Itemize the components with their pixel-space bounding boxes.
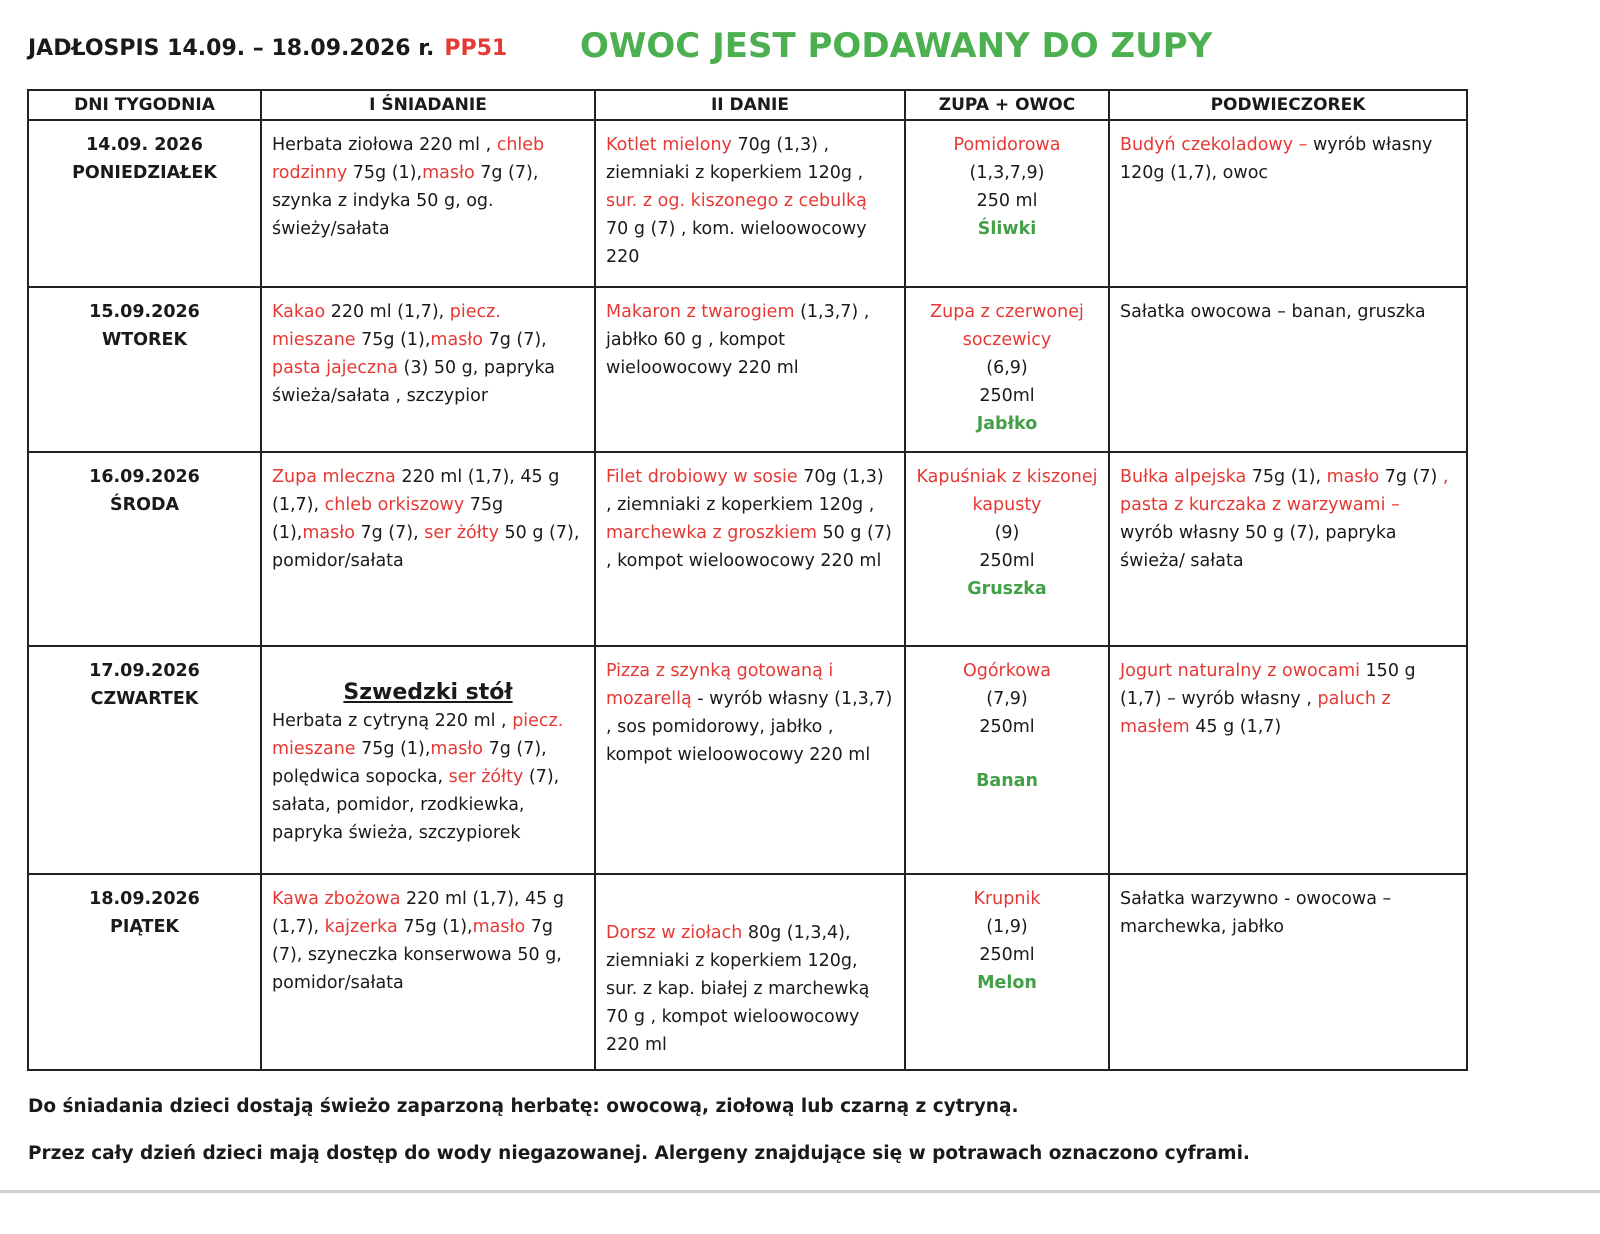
- day-weekday: PONIEDZIAŁEK: [72, 163, 217, 183]
- day-row: [28, 646, 1467, 874]
- breakfast-cell: [261, 646, 595, 874]
- col-header-soup-fruit: ZUPA + OWOC: [905, 90, 1109, 120]
- buffet-title: Szwedzki stół: [343, 680, 513, 705]
- highlighted-item-text: marchewka z groszkiem: [606, 523, 817, 543]
- highlighted-item-text: Budyń czekoladowy –: [1120, 135, 1313, 155]
- soup-amount: 250ml: [979, 717, 1035, 737]
- snack-cell: [1109, 646, 1467, 874]
- highlighted-item-text: Kakao: [272, 302, 326, 322]
- day-cell: [28, 646, 261, 874]
- highlighted-item-text: piecz. mieszane: [272, 302, 501, 350]
- second-course-cell: [595, 452, 905, 646]
- col-header-second-course: II DANIE: [595, 90, 905, 120]
- day-cell: [28, 120, 261, 287]
- soup-allergens: (1,3,7,9): [969, 163, 1045, 183]
- item-text: 220 ml (1,7),: [325, 302, 450, 322]
- item-text: 50 g (7), pomidor/sałata: [272, 523, 580, 571]
- highlighted-item-text: chleb orkiszowy: [324, 495, 465, 515]
- highlighted-item-text: Kawa zbożowa: [272, 889, 401, 909]
- second-course-cell: [595, 287, 905, 452]
- item-text: 7g (7): [1379, 467, 1443, 487]
- soup-allergens: (9): [994, 523, 1020, 543]
- soup-amount: 250 ml: [976, 191, 1038, 211]
- item-text: 75g (1),: [1246, 467, 1327, 487]
- highlighted-item-text: masło: [472, 917, 526, 937]
- second-course-cell: [595, 120, 905, 287]
- item-text: 75g (1),: [272, 495, 504, 543]
- item-text: (3) 50 g, papryka świeża/sałata , szczypior: [272, 358, 555, 406]
- day-weekday: CZWARTEK: [90, 689, 199, 709]
- footer-note-tea: Do śniadania dzieci dostają świeżo zaparzoną herbatę: owocową, ziołową lub czarną z cytryną.: [28, 1096, 1019, 1117]
- item-text: 50 g (7) , kompot wieloowocowy 220 ml: [606, 523, 892, 571]
- item-text: Herbata z cytryną 220 ml ,: [272, 711, 513, 731]
- item-text: 45 g (1,7): [1189, 717, 1282, 737]
- soup-fruit: Gruszka: [967, 579, 1047, 599]
- col-header-days: DNI TYGODNIA: [28, 90, 261, 120]
- item-text: Sałatka owocowa – banan, gruszka: [1120, 302, 1426, 322]
- menu-code: PP51: [444, 36, 508, 61]
- item-text: (7), sałata, pomidor, rzodkiewka, papryka świeża, szczypiorek: [272, 767, 560, 843]
- item-text: wyrób własny 50 g (7), papryka świeża/ sałata: [1120, 523, 1397, 571]
- day-row: [28, 120, 1467, 287]
- day-date: 18.09.2026: [89, 889, 200, 909]
- breakfast-cell: [261, 452, 595, 646]
- soup-fruit: Śliwki: [977, 219, 1037, 239]
- item-text: 75g (1),: [347, 163, 423, 183]
- soup-allergens: (7,9): [986, 689, 1028, 709]
- highlighted-item-text: masło: [422, 163, 475, 183]
- item-text: 75g (1),: [397, 917, 473, 937]
- soup-name: Ogórkowa: [962, 661, 1052, 681]
- day-date: 14.09. 2026: [86, 135, 203, 155]
- snack-cell: [1109, 287, 1467, 452]
- item-text: 7g (7), szynka z indyka 50 g, og. świeży/sałata: [272, 163, 539, 239]
- day-date: 17.09.2026: [89, 661, 200, 681]
- table-header-row: [28, 90, 1467, 120]
- highlighted-item-text: Dorsz w ziołach: [606, 923, 743, 943]
- soup-cell: [905, 287, 1109, 452]
- soup-cell: [905, 646, 1109, 874]
- day-cell: [28, 287, 261, 452]
- item-text: 220 ml (1,7), 45 g (1,7),: [272, 889, 564, 937]
- col-header-breakfast: I ŚNIADANIE: [261, 90, 595, 120]
- soup-amount: 250ml: [979, 386, 1035, 406]
- highlighted-item-text: chleb rodzinny: [272, 135, 545, 183]
- day-row: [28, 874, 1467, 1070]
- footer-note-water: Przez cały dzień dzieci mają dostęp do wody niegazowanej. Alergeny znajdujące się w potrawach oznaczono cyframi.: [28, 1143, 1250, 1164]
- highlighted-item-text: masło: [302, 523, 355, 543]
- soup-name: Pomidorowa: [953, 135, 1061, 155]
- item-text: 7g (7),: [354, 523, 425, 543]
- item-text: 7g (7), polędwica sopocka,: [272, 739, 547, 787]
- page-bottom-rule: [0, 1190, 1600, 1193]
- highlighted-item-text: ser żółty: [448, 767, 524, 787]
- highlighted-item-text: Zupa mleczna: [272, 467, 396, 487]
- soup-allergens: (6,9): [986, 358, 1028, 378]
- snack-cell: [1109, 120, 1467, 287]
- day-weekday: ŚRODA: [109, 495, 180, 515]
- highlighted-item-text: ser żółty: [424, 523, 499, 543]
- soup-cell: [905, 452, 1109, 646]
- soup-allergens: (1,9): [986, 917, 1028, 937]
- highlighted-item-text: paluch z masłem: [1120, 689, 1391, 737]
- item-text: Herbata ziołowa 220 ml ,: [272, 135, 497, 155]
- day-weekday: WTOREK: [101, 330, 188, 350]
- highlighted-item-text: kajzerka: [324, 917, 398, 937]
- highlighted-item-text: pasta jajeczna: [272, 358, 398, 378]
- snack-cell: [1109, 874, 1467, 1070]
- soup-cell: [905, 874, 1109, 1070]
- highlighted-item-text: Bułka alpejska: [1120, 467, 1247, 487]
- item-text: 75g (1),: [355, 739, 431, 759]
- highlighted-item-text: Pizza z szynką gotowaną i mozarellą: [606, 661, 834, 709]
- soup-cell: [905, 120, 1109, 287]
- highlighted-item-text: Kotlet mielony: [606, 135, 732, 155]
- highlighted-item-text: sur. z og. kiszonego z cebulką: [606, 191, 867, 211]
- item-text: 70g (1,3) , ziemniaki z koperkiem 120g ,: [606, 467, 884, 515]
- highlighted-item-text: , pasta z kurczaka z warzywami –: [1120, 467, 1449, 515]
- day-date: 15.09.2026: [89, 302, 200, 322]
- highlighted-item-text: Makaron z twarogiem: [606, 302, 795, 322]
- highlighted-item-text: Filet drobiowy w sosie: [606, 467, 798, 487]
- menu-title: JADŁOSPIS 14.09. – 18.09.2026 r.: [28, 36, 435, 61]
- item-text: Sałatka warzywno - owocowa – marchewka, jabłko: [1120, 889, 1392, 937]
- highlighted-item-text: masło: [430, 330, 483, 350]
- item-text: 7g (7), szyneczka konserwowa 50 g, pomidor/sałata: [272, 917, 562, 993]
- day-row: [28, 452, 1467, 646]
- soup-fruit: Banan: [976, 771, 1038, 791]
- soup-name: Zupa z czerwonej soczewicy: [930, 302, 1084, 350]
- item-text: 80g (1,3,4), ziemniaki z koperkiem 120g, sur. z kap. białej z marchewką 70 g , kompot wieloowocowy 220 ml: [606, 923, 870, 1055]
- highlighted-item-text: masło: [430, 739, 483, 759]
- day-weekday: PIĄTEK: [110, 917, 179, 937]
- second-course-cell: [595, 646, 905, 874]
- item-text: 150 g (1,7) – wyrób własny ,: [1120, 661, 1416, 709]
- day-cell: [28, 452, 261, 646]
- soup-name: Krupnik: [973, 889, 1041, 909]
- item-text: 70g (1,3) , ziemniaki z koperkiem 120g ,: [606, 135, 864, 183]
- soup-name: Kapuśniak z kiszonej kapusty: [916, 467, 1098, 515]
- highlighted-item-text: piecz. mieszane: [272, 711, 564, 759]
- soup-amount: 250ml: [979, 945, 1035, 965]
- item-text: - wyrób własny (1,3,7) , sos pomidorowy, jabłko , kompot wieloowocowy 220 ml: [606, 689, 893, 765]
- breakfast-cell: [261, 120, 595, 287]
- breakfast-cell: [261, 287, 595, 452]
- soup-fruit: Melon: [977, 973, 1037, 993]
- item-text: 75g (1),: [355, 330, 431, 350]
- item-text: 70 g (7) , kom. wieloowocowy 220: [606, 219, 867, 267]
- snack-cell: [1109, 452, 1467, 646]
- day-row: [28, 287, 1467, 452]
- breakfast-items: [272, 711, 563, 843]
- menu-table: [27, 89, 1468, 1071]
- day-cell: [28, 874, 261, 1070]
- soup-fruit: Jabłko: [976, 414, 1038, 434]
- item-text: 220 ml (1,7), 45 g (1,7),: [272, 467, 560, 515]
- fruit-notice: OWOC JEST PODAWANY DO ZUPY: [580, 26, 1213, 66]
- second-course-cell: [595, 874, 905, 1070]
- item-text: (1,3,7) , jabłko 60 g , kompot wieloowocowy 220 ml: [606, 302, 870, 378]
- col-header-snack: PODWIECZOREK: [1109, 90, 1467, 120]
- highlighted-item-text: masło: [1326, 467, 1380, 487]
- menu-header: [28, 36, 507, 61]
- highlighted-item-text: Jogurt naturalny z owocami: [1120, 661, 1360, 681]
- soup-amount: 250ml: [979, 551, 1035, 571]
- item-text: 7g (7),: [483, 330, 547, 350]
- day-date: 16.09.2026: [89, 467, 200, 487]
- item-text: wyrób własny 120g (1,7), owoc: [1120, 135, 1433, 183]
- breakfast-cell: [261, 874, 595, 1070]
